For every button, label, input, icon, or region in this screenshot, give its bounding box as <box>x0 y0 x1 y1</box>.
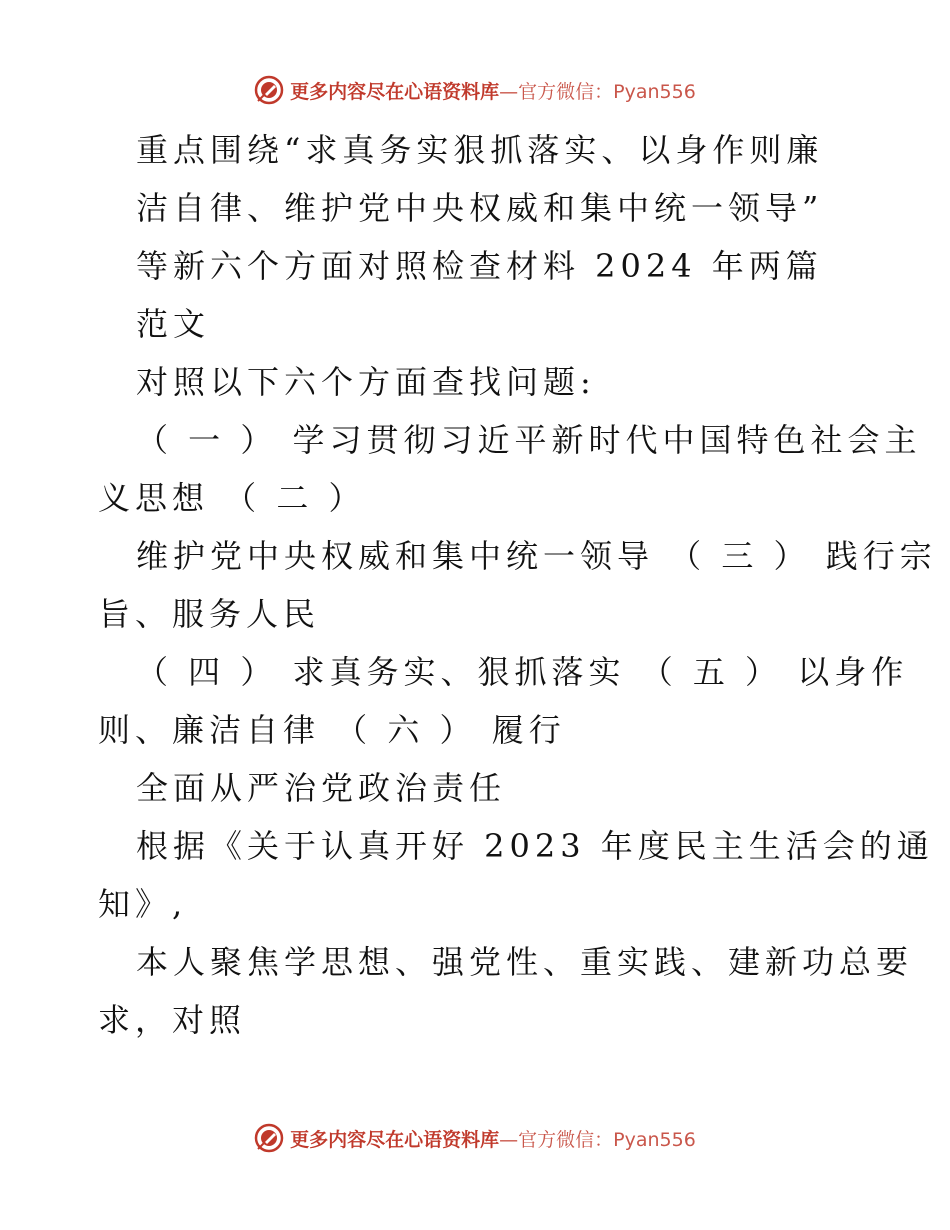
banner-site-name: 更多内容尽在心语资料库 <box>290 1128 500 1151</box>
paragraph-line: 则、廉洁自律 （ 六 ） 履行 <box>98 711 566 749</box>
header-banner <box>0 70 950 110</box>
paragraph-line: （ 四 ） 求真务实、狠抓落实 （ 五 ） 以身作 <box>136 653 909 691</box>
paragraph-line: 对照以下六个方面查找问题: <box>136 363 596 401</box>
paragraph-line: （ 一 ） 学习贯彻习近平新时代中国特色社会主 <box>136 421 922 459</box>
paragraph-line: 维护党中央权威和集中统一领导 （ 三 ） 践行宗 <box>136 537 937 575</box>
paragraph-line: 本人聚焦学思想、强党性、重实践、建新功总要 <box>136 943 914 981</box>
title-line-1: 重点围绕“求真务实狠抓落实、以身作则廉 <box>136 131 824 169</box>
banner-wechat-id: —官方微信：Pyan556 <box>499 80 696 103</box>
pen-seal-icon <box>254 1123 284 1153</box>
paragraph-line: 义思想 （ 二 ） <box>98 479 366 517</box>
title-line-3: 等新六个方面对照检查材料 2024 年两篇 <box>136 247 823 285</box>
paragraph-line: 旨、服务人民 <box>98 595 321 633</box>
banner-wechat-id: —官方微信：Pyan556 <box>499 1128 696 1151</box>
paragraph-line: 求，对照 <box>98 1001 247 1039</box>
footer-banner <box>0 1118 950 1158</box>
title-line-2: 洁自律、维护党中央权威和集中统一领导” <box>136 189 824 227</box>
banner-site-name: 更多内容尽在心语资料库 <box>290 80 500 103</box>
paragraph-line: 根据《关于认真开好 2023 年度民主生活会的通 <box>136 827 934 865</box>
paragraph-line: 全面从严治党政治责任 <box>136 769 507 807</box>
pen-seal-icon <box>254 75 284 105</box>
title-line-4: 范文 <box>136 305 211 343</box>
paragraph-line: 知》, <box>98 885 188 923</box>
